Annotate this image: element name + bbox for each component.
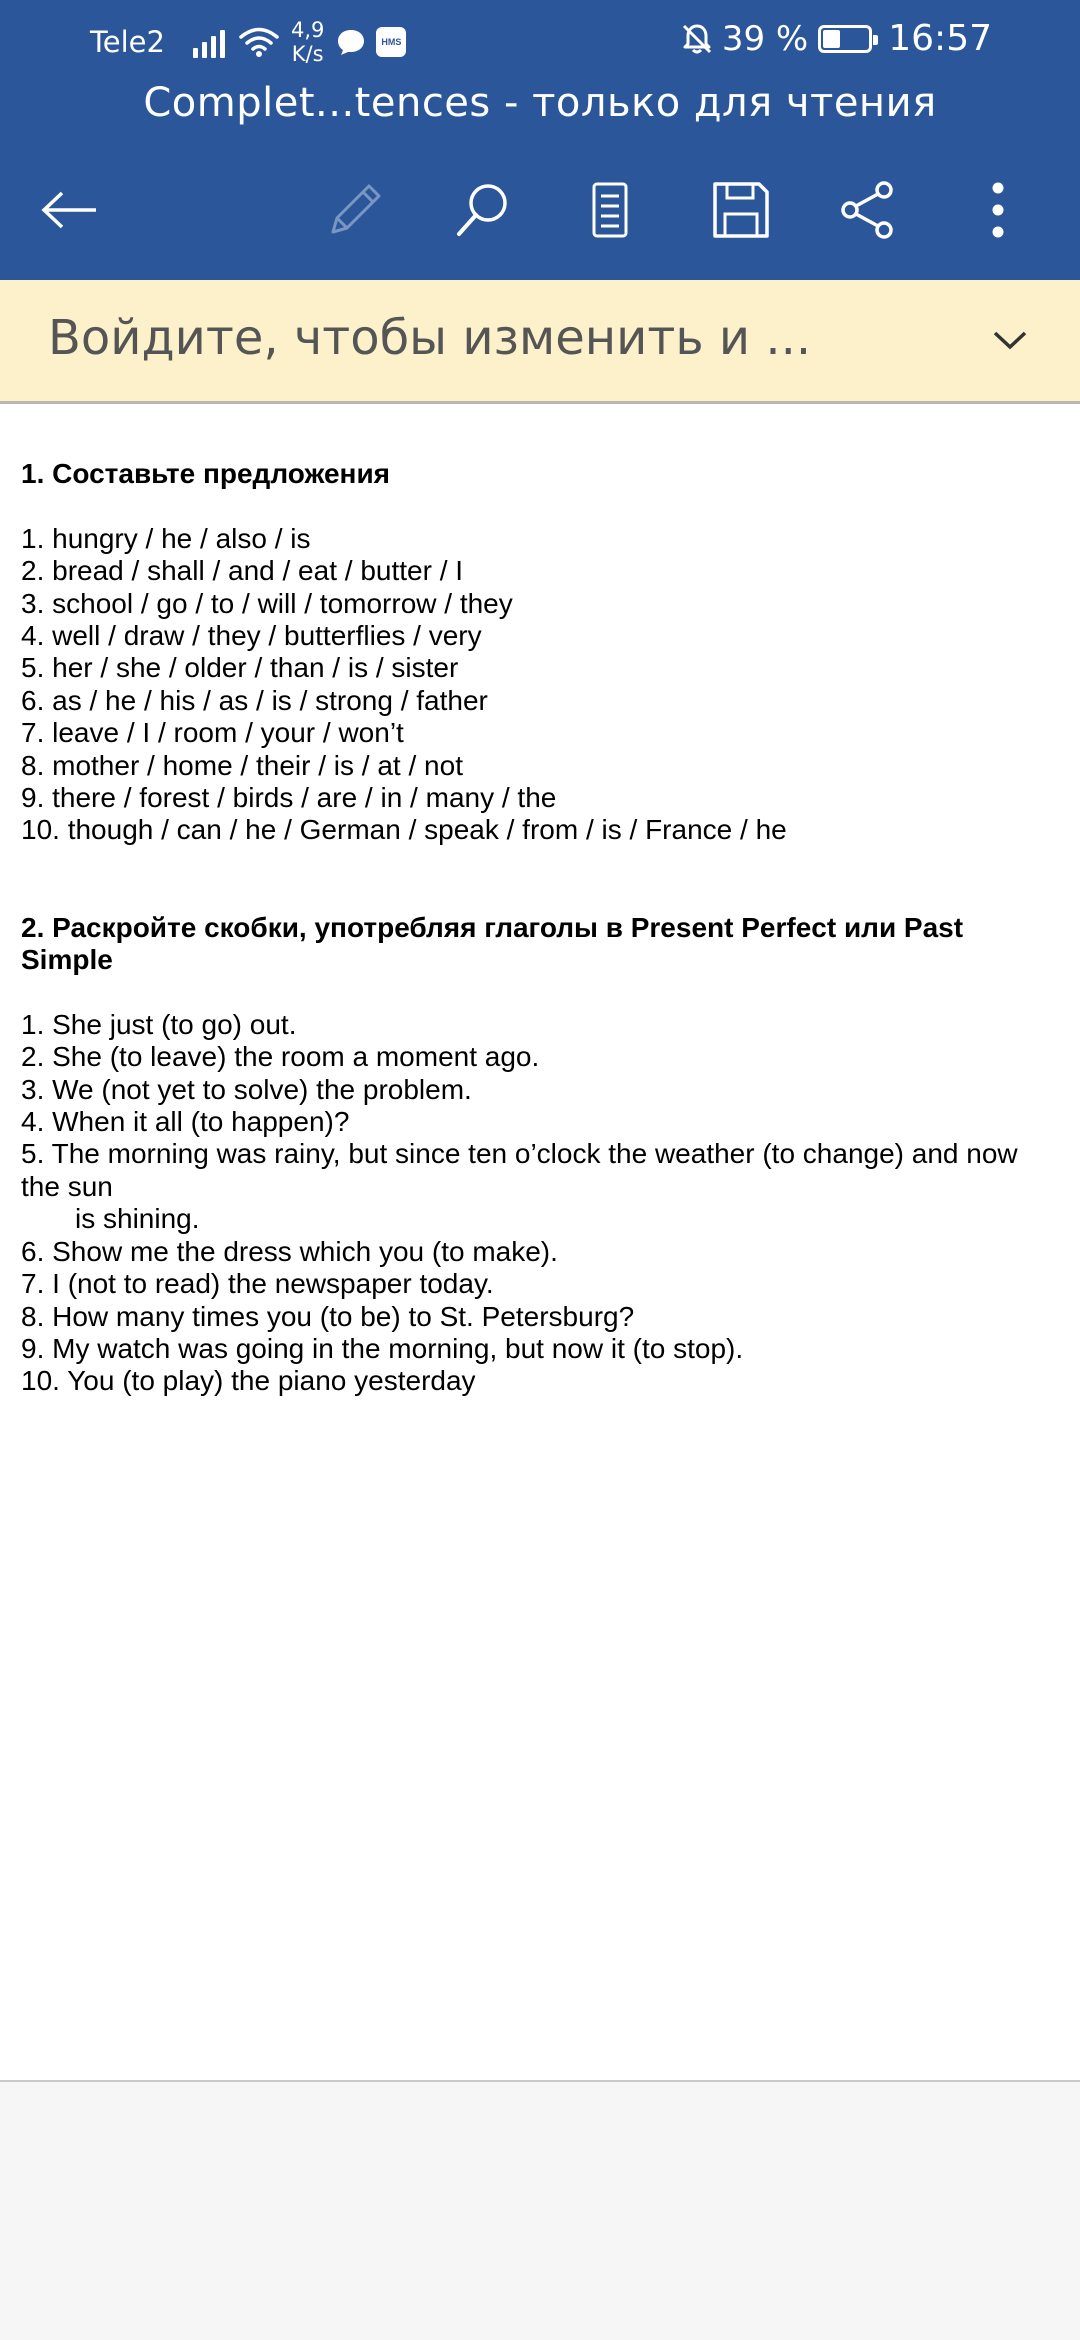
- expand-banner-button[interactable]: [980, 310, 1040, 370]
- reading-view-button[interactable]: [570, 160, 650, 260]
- app-bar: [0, 0, 1080, 280]
- status-bar: [0, 0, 1080, 80]
- search-button[interactable]: [443, 160, 523, 260]
- edit-button[interactable]: [315, 160, 395, 260]
- section1-item: 5. her / she / older / than / is / sister: [21, 652, 459, 684]
- network-speed: [291, 18, 324, 66]
- section2-heading: 2. Раскройте скобки, употребляя глаголы в Present Perfect или Past Simple: [21, 911, 964, 976]
- hms-icon: HMS: [376, 27, 406, 57]
- chat-bubble-icon: [336, 27, 366, 57]
- document-title: Complet...tences - только для чтения: [143, 80, 937, 126]
- section1-heading: 1. Составьте предложения: [21, 458, 391, 489]
- reading-view-icon: [590, 180, 630, 240]
- network-speed-value: 4,9: [290, 18, 325, 42]
- section1-item: 10. though / can / he / German / speak / from / is / France / he: [21, 814, 787, 846]
- wifi-icon: [239, 26, 279, 58]
- clock: 16:57: [888, 18, 992, 59]
- save-button[interactable]: [701, 160, 781, 260]
- section1-item: 4. well / draw / they / butterflies / very: [21, 620, 482, 652]
- section2-item-continuation: is shining.: [75, 1203, 200, 1235]
- section1-item: 2. bread / shall / and / eat / butter / I: [21, 555, 464, 587]
- section2-item: 2. She (to leave) the room a moment ago.: [21, 1041, 540, 1073]
- section1-item: 9. there / forest / birds / are / in / many / the: [21, 782, 557, 814]
- network-speed-unit: K/s: [291, 42, 324, 66]
- arrow-left-icon: [40, 190, 100, 230]
- battery-icon: [818, 25, 872, 53]
- document-body: [21, 458, 1031, 1398]
- section2-item: 6. Show me the dress which you (to make).: [21, 1235, 558, 1267]
- section1-item: 3. school / go / to / will / tomorrow / they: [21, 587, 513, 619]
- mute-bell-icon: [680, 22, 714, 56]
- back-button[interactable]: [30, 160, 110, 260]
- carrier-label: Tele2: [90, 25, 165, 59]
- section1-item: 1. hungry / he / also / is: [21, 522, 311, 554]
- share-button[interactable]: [828, 160, 908, 260]
- sign-in-banner-text: Войдите, чтобы изменить и ...: [48, 310, 812, 366]
- search-icon: [453, 180, 513, 240]
- section1-item: 6. as / he / his / as / is / strong / father: [21, 684, 488, 716]
- section2-item: 5. The morning was rainy, but since ten o’clock the weather (to change) and now the sun: [21, 1138, 1018, 1202]
- section2-item: 3. We (not yet to solve) the problem.: [21, 1073, 472, 1105]
- signal-icon: [193, 26, 225, 58]
- section2-item: 8. How many times you (to be) to St. Petersburg?: [21, 1300, 635, 1332]
- section2-item: 7. I (not to read) the newspaper today.: [21, 1268, 494, 1300]
- sign-in-banner[interactable]: [0, 280, 1080, 404]
- share-icon: [838, 180, 898, 240]
- more-vertical-icon: [988, 180, 1008, 240]
- document-page[interactable]: [0, 404, 1080, 2082]
- save-icon: [711, 180, 771, 240]
- section2-item: 4. When it all (to happen)?: [21, 1106, 350, 1138]
- section1-item: 7. leave / I / room / your / won’t: [21, 717, 404, 749]
- toolbar: [0, 160, 1080, 260]
- section2-item: 10. You (to play) the piano yesterday: [21, 1365, 476, 1397]
- more-options-button[interactable]: [958, 160, 1038, 260]
- section2-item: 9. My watch was going in the morning, but now it (to stop).: [21, 1332, 744, 1364]
- battery-level-fill: [823, 30, 840, 48]
- battery-percent: 39 %: [721, 18, 809, 59]
- section2-item: 1. She just (to go) out.: [21, 1008, 297, 1040]
- pencil-icon: [325, 180, 385, 240]
- section1-item: 8. mother / home / their / is / at / not: [21, 749, 463, 781]
- chevron-down-icon: [992, 329, 1028, 351]
